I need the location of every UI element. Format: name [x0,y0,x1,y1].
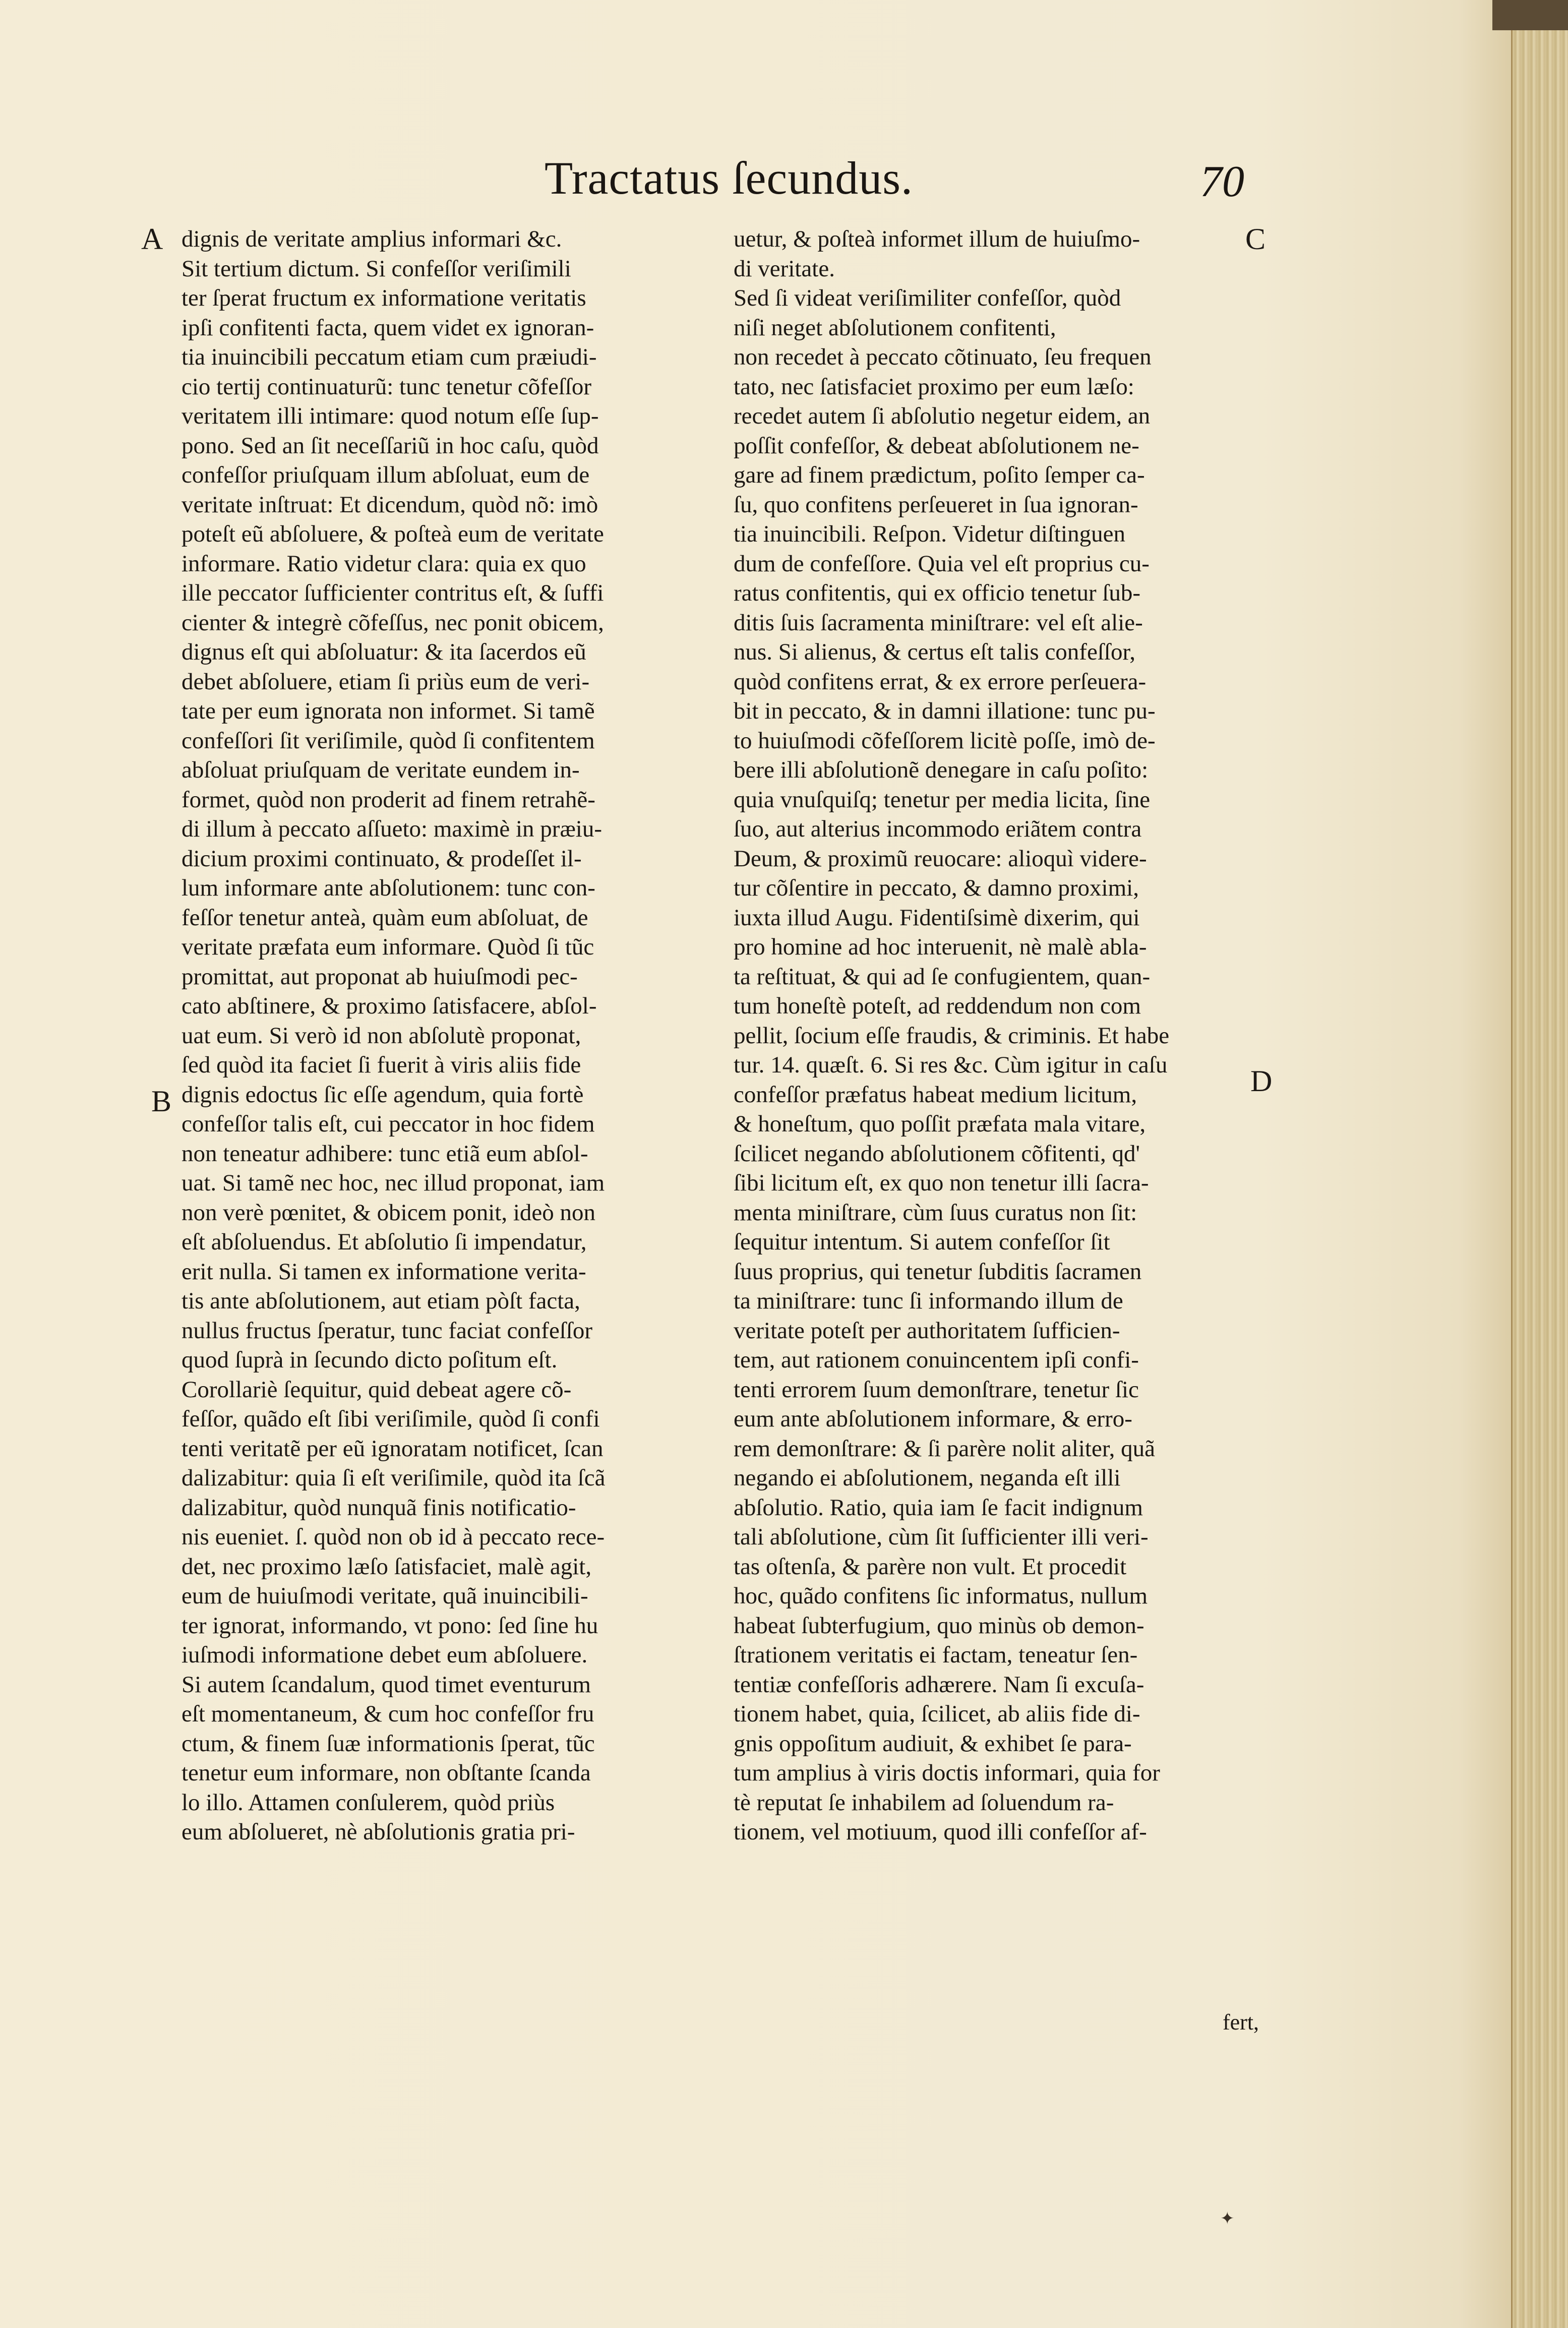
text-line: ta reſtituat, & qui ad ſe confugientem, quan- [734,963,1151,990]
text-line: eum abſolueret, nè abſolutionis gratia pri- [182,1819,575,1845]
stray-mark: ✦ [1220,2208,1235,2229]
text-line: poſſit confeſſor, & debeat abſolutionem ne- [734,432,1139,459]
text-line: ipſi confitenti facta, quem videt ex ignoran- [182,314,594,341]
text-line: ctum, & finem ſuæ informationis ſperat, tũc [182,1730,595,1757]
text-line: confeſſor præfatus habeat medium licitum, [734,1081,1137,1108]
text-line: abſolutio. Ratio, quia iam ſe facit indignum [734,1494,1143,1521]
text-line: informare. Ratio videtur clara: quia ex quo [182,550,586,577]
margin-marker-a: A [141,222,163,256]
text-line: non verè pœnitet, & obicem ponit, ideò non [182,1199,596,1226]
text-line: tur. 14. quæſt. 6. Si res &c. Cùm igitur in caſu [734,1052,1168,1078]
text-line: dum de confeſſore. Quia vel eſt proprius cu- [734,550,1150,577]
text-line: rem demonſtrare: & ſi parère nolit aliter, quã [734,1435,1155,1462]
text-line: tis ante abſolutionem, aut etiam pòſt facta, [182,1288,580,1314]
text-line: gare ad finem prædictum, poſito ſemper ca- [734,462,1145,488]
text-line: debet abſoluere, etiam ſi priùs eum de veri- [182,668,590,695]
text-line: pro homine ad hoc interuenit, nè malè abla- [734,934,1147,960]
text-line: tionem, vel motiuum, quod illi confeſſor af- [734,1819,1147,1845]
text-line: di veritate. [734,255,835,282]
text-line: confeſſori ſit veriſimile, quòd ſi confitentem [182,727,595,754]
text-line: ſequitur intentum. Si autem confeſſor ſit [734,1229,1110,1255]
text-line: uetur, & poſteà informet illum de huiuſmo- [734,226,1140,252]
page-header [182,151,1291,217]
text-line: ſtrationem veritatis ei factam, teneatur ſen- [734,1642,1138,1668]
text-line: tum honeſtè poteſt, ad reddendum non com [734,993,1141,1019]
text-line: Corollariè ſequitur, quid debeat agere cõ- [182,1376,572,1403]
text-line: ratus confitentis, qui ex officio tenetur ſub- [734,580,1141,606]
text-line: lum informare ante abſolutionem: tunc con- [182,875,595,901]
margin-marker-b: B [151,1085,172,1118]
text-line: veritatem illi intimare: quod notum eſſe ſup- [182,403,599,429]
text-line: dalizabitur, quòd nunquã finis notificatio- [182,1494,576,1521]
text-line: di illum à peccato aſſueto: maximè in præiu- [182,816,602,842]
text-line: ſcilicet negando abſolutionem cõfitenti, qd' [734,1140,1140,1167]
text-line: tia inuincibili peccatum etiam cum præiudi- [182,344,597,370]
text-line: to huiuſmodi cõfeſſorem licitè poſſe, imò de- [734,727,1156,754]
text-line: tenti errorem ſuum demonſtrare, tenetur ſic [734,1376,1139,1403]
text-line: negando ei abſolutionem, neganda eſt illi [734,1465,1121,1491]
text-line: tali abſolutione, cùm ſit ſufficienter illi veri- [734,1524,1149,1550]
text-line: nullus fructus ſperatur, tunc faciat confeſſor [182,1317,593,1344]
text-line: feſſor tenetur anteà, quàm eum abſoluat, de [182,904,588,931]
text-line: ſuo, aut alterius incommodo eriãtem contra [734,816,1142,842]
text-line: uat. Si tamẽ nec hoc, nec illud proponat, iam [182,1170,605,1196]
text-line: tentiæ confeſſoris adhærere. Nam ſi excuſa- [734,1671,1144,1698]
text-line: non recedet à peccato cõtinuato, ſeu frequen [734,344,1152,370]
right-column [734,222,1266,1847]
text-line: pono. Sed an ſit neceſſariũ in hoc caſu, quòd [182,432,599,459]
text-line: nus. Si alienus, & certus eſt talis confeſſor, [734,639,1135,665]
text-line: tè reputat ſe inhabilem ad ſoluendum ra- [734,1789,1114,1816]
catchword: fert, [1223,2010,1259,2035]
margin-marker-c: C [1245,222,1266,256]
text-line: & honeſtum, quo poſſit præfata mala vitare, [734,1111,1146,1137]
text-line: ditis ſuis ſacramenta miniſtrare: vel eſt alie- [734,609,1143,636]
text-line: ſu, quo confitens perſeueret in ſua ignoran- [734,491,1138,518]
text-line: eum de huiuſmodi veritate, quã inuincibili- [182,1583,588,1609]
binding-shadow [1492,0,1568,30]
text-line: cato abſtinere, & proximo ſatisfacere, abſol- [182,993,597,1019]
text-line: iuxta illud Augu. Fidentiſsimè dixerim, qui [734,904,1140,931]
text-line: ille peccator ſufficienter contritus eſt, & ſuffi [182,580,604,606]
text-line: non teneatur adhibere: tunc etiã eum abſol- [182,1140,588,1167]
text-line: eſt abſoluendus. Et abſolutio ſi impendatur, [182,1229,587,1255]
text-line: nis eueniet. ſ. quòd non ob id à peccato rece- [182,1524,605,1550]
margin-marker-d: D [1250,1064,1273,1098]
folio-number: 70 [1200,157,1244,206]
text-line: gnis oppoſitum audiuit, & exhibet ſe para- [734,1730,1132,1757]
text-line: menta miniſtrare, cùm ſuus curatus non ſit: [734,1199,1137,1226]
text-line: promittat, aut proponat ab huiuſmodi pec- [182,963,578,990]
text-line: veritate poteſt per authoritatem ſufficien- [734,1317,1120,1344]
text-line: quòd confitens errat, & ex errore perſeuera- [734,668,1147,695]
text-line: hoc, quãdo confitens ſic informatus, nullum [734,1583,1148,1609]
text-line: ſibi licitum eſt, ex quo non tenetur illi ſacra- [734,1170,1149,1196]
text-line: tato, nec ſatisfaciet proximo per eum læſo: [734,373,1134,400]
text-line: tionem habet, quia, ſcilicet, ab aliis fide di- [734,1701,1140,1727]
text-line: habeat ſubterfugium, quo minùs ob demon- [734,1612,1144,1639]
text-line: lo illo. Attamen conſulerem, quòd priùs [182,1789,555,1816]
text-line: dalizabitur: quia ſi eſt veriſimile, quòd ita ſcã [182,1465,606,1491]
text-line: tas oſtenſa, & parère non vult. Et procedit [734,1553,1127,1580]
text-line: eſt momentaneum, & cum hoc confeſſor fru [182,1701,594,1727]
text-line: ter ſperat fructum ex informatione veritatis [182,285,586,311]
text-line: quod ſuprà in ſecundo dicto poſitum eſt. [182,1347,558,1373]
text-line: confeſſor priuſquam illum abſoluat, eum de [182,462,590,488]
text-line: tenti veritatẽ per eũ ignoratam notificet, ſcan [182,1435,604,1462]
page-edge [1511,0,1568,2328]
text-line: dignus eſt qui abſoluatur: & ita ſacerdos eũ [182,639,586,665]
text-line: uat eum. Si verò id non abſolutè proponat, [182,1022,581,1049]
text-line: tenetur eum informare, non obſtante ſcanda [182,1760,591,1786]
text-line: recedet autem ſi abſolutio negetur eidem, an [734,403,1151,429]
text-line: confeſſor talis eſt, cui peccator in hoc fidem [182,1111,595,1137]
text-line: formet, quòd non proderit ad finem retrahẽ- [182,786,595,813]
text-line: Sit tertium dictum. Si confeſſor veriſimili [182,255,571,282]
text-line: veritate inſtruat: Et dicendum, quòd nõ: imò [182,491,598,518]
text-line: Sed ſi videat veriſimiliter confeſſor, quòd [734,285,1121,311]
text-line: ter ignorat, informando, vt pono: ſed ſine hu [182,1612,598,1639]
text-line: bit in peccato, & in damni illatione: tunc pu- [734,698,1156,724]
text-line: feſſor, quãdo eſt ſibi veriſimile, quòd ſi confi [182,1406,600,1432]
text-line: erit nulla. Si tamen ex informatione verita- [182,1258,586,1285]
left-column [182,224,711,1847]
text-line: tum amplius à viris doctis informari, quia for [734,1760,1160,1786]
text-line: tia inuincibili. Reſpon. Videtur diſtinguen [734,521,1125,547]
text-line: bere illi abſolutionẽ denegare in caſu poſito: [734,757,1149,783]
text-line: dicium proximi continuato, & prodeſſet il- [182,845,582,872]
text-line: Si autem ſcandalum, quod timet eventurum [182,1671,591,1698]
text-line: pellit, ſocium eſſe fraudis, & criminis. Et habe [734,1022,1170,1049]
text-line: eum ante abſolutionem informare, & erro- [734,1406,1132,1432]
text-line: tate per eum ignorata non informet. Si tamẽ [182,698,595,724]
text-line: Deum, & proximũ reuocare: alioquì videre- [734,845,1147,872]
text-line: dignis edoctus ſic eſſe agendum, quia fortè [182,1081,584,1108]
text-line: tur cõſentire in peccato, & damno proximi, [734,875,1139,901]
text-line: cienter & integrè cõfeſſus, nec ponit obicem, [182,609,604,636]
text-line: iuſmodi informatione debet eum abſoluere. [182,1642,588,1668]
text-line: ſed quòd ita faciet ſi fuerit à viris aliis fide [182,1052,581,1078]
text-line: poteſt eũ abſoluere, & poſteà eum de veritate [182,521,604,547]
text-line: tem, aut rationem conuincentem ipſi confi- [734,1347,1139,1373]
text-line: dignis de veritate amplius informari &c. [182,226,562,252]
text-line: cio tertij continuaturũ: tunc tenetur cõfeſſor [182,373,592,400]
running-title: Tractatus ſecundus. [545,152,914,204]
text-line: ta miniſtrare: tunc ſi informando illum de [734,1288,1123,1314]
text-line: quia vnuſquiſq; tenetur per media licita, ſine [734,786,1151,813]
text-line: det, nec proximo læſo ſatisfaciet, malè agit, [182,1553,592,1580]
text-line: abſoluat priuſquam de veritate eundem in- [182,757,580,783]
text-line: veritate præfata eum informare. Quòd ſi tũc [182,934,594,960]
text-line: niſi neget abſolutionem confitenti, [734,314,1056,341]
text-line: ſuus proprius, qui tenetur ſubditis ſacramen [734,1258,1142,1285]
